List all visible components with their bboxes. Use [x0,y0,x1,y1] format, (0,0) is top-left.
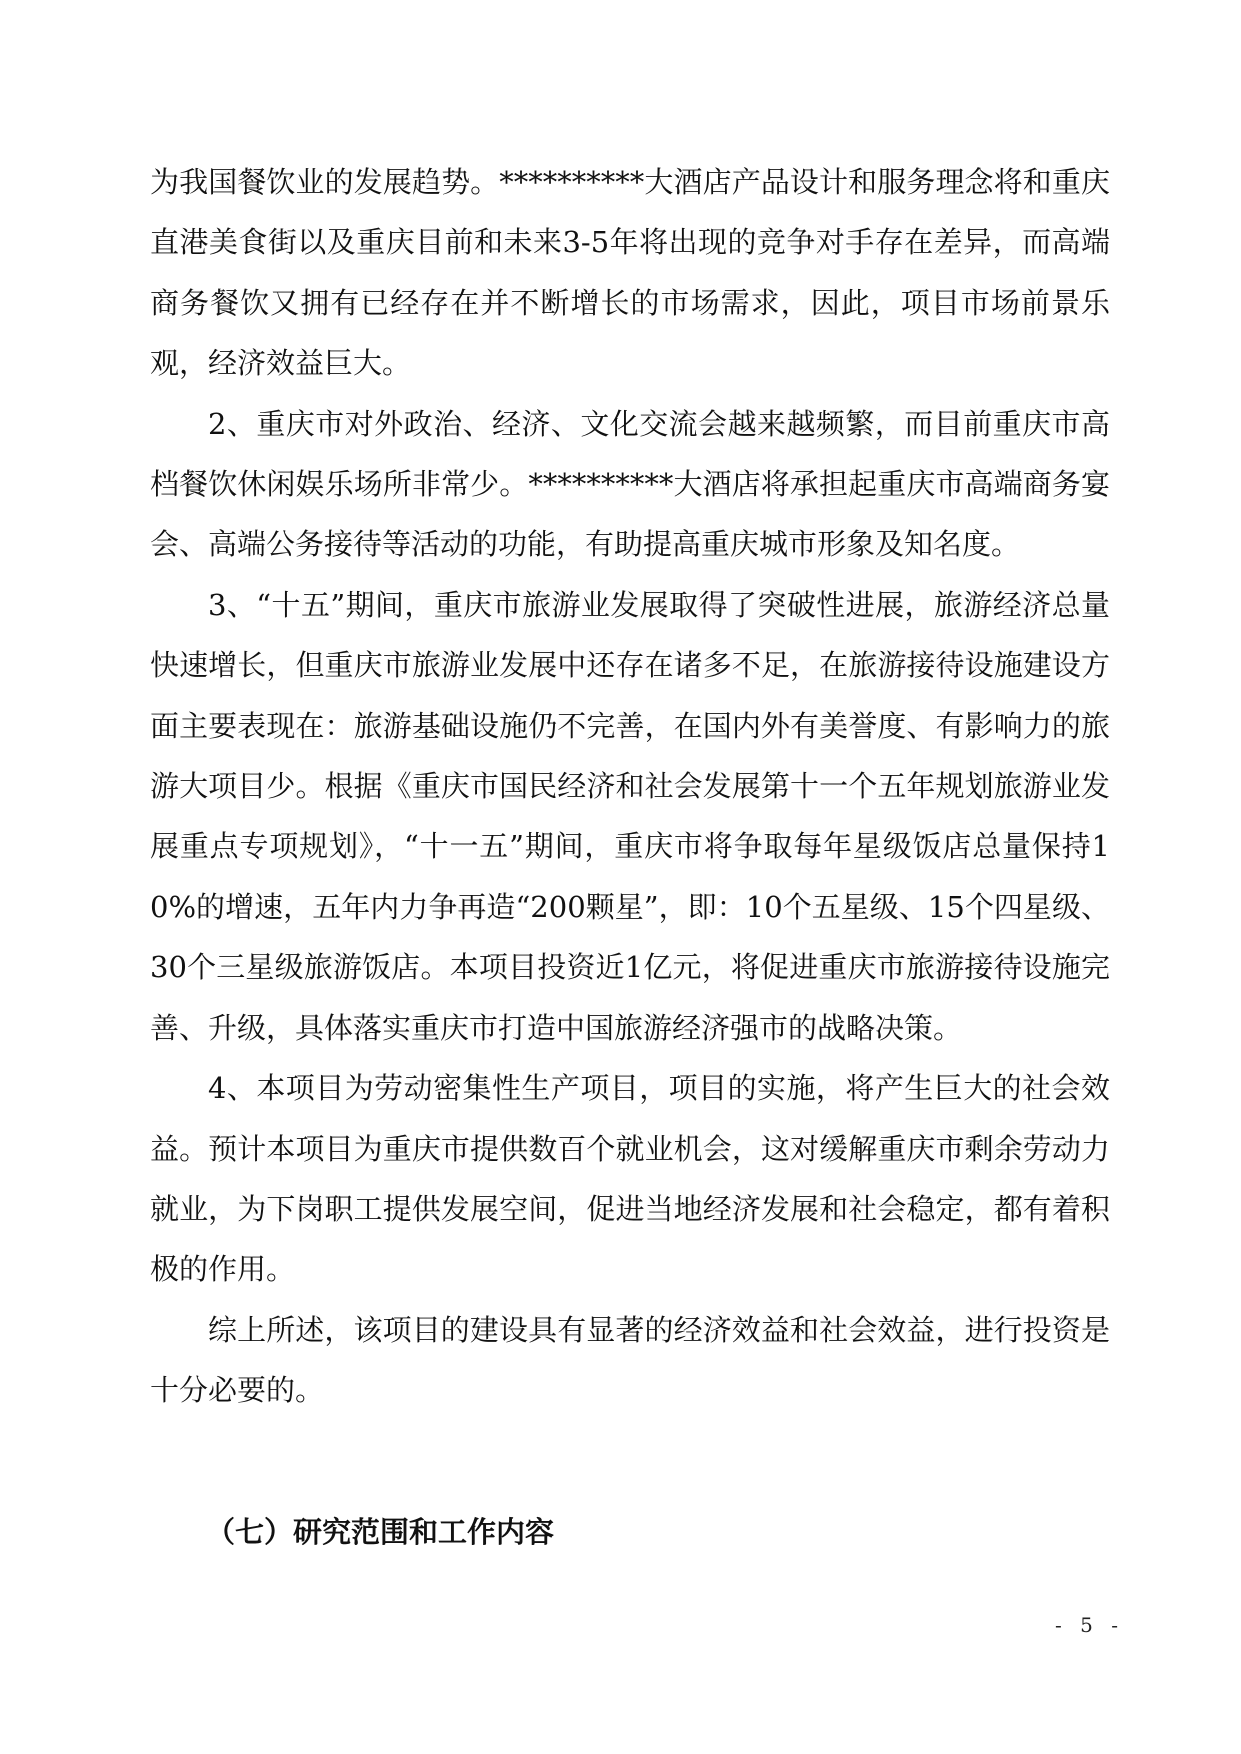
page-body [150,152,1110,1421]
paragraph-market-outlook: 为我国餐饮业的发展趋势。**********大酒店产品设计和服务理念将和重庆直港美食街以及重庆目前和未来3-5年将出现的竞争对手存在差异，而高端商务餐饮又拥有已经存在并不断增长的市场需求，因此，项目市场前景乐观，经济效益巨大。 [150,165,1110,381]
paragraph-conclusion: 综上所述，该项目的建设具有显著的经济效益和社会效益，进行投资是十分必要的。 [150,1312,1110,1408]
section-heading: （七）研究范围和工作内容 [206,1515,555,1549]
paragraph-tourism-development: 3、“十五”期间，重庆市旅游业发展取得了突破性进展，旅游经济总量快速增长，但重庆市旅游业发展中还存在诸多不足，在旅游接待设施建设方面主要表现在：旅游基础设施仍不完善，在国内外有美誉度、有影响力的旅游大项目少。根据《重庆市国民经济和社会发展第十一个五年规划旅游业发展重点专项规划》，“十一五”期间，重庆市将争取每年星级饭店总量保持10%的增速，五年内力争再造“200颗星”，即：10个五星级、15个四星级、30个三星级旅游饭店。本项目投资近1亿元，将促进重庆市旅游接待设施完善、升级，具体落实重庆市打造中国旅游经济强市的战略决策。 [150,587,1110,1045]
paragraph-social-benefit: 4、本项目为劳动密集性生产项目，项目的实施，将产生巨大的社会效益。预计本项目为重庆市提供数百个就业机会，这对缓解重庆市剩余劳动力就业，为下岗职工提供发展空间，促进当地经济发展和社会稳定，都有着积极的作用。 [150,1071,1110,1287]
page-number: - 5 - [1055,1613,1124,1637]
paragraph-exchange-frequency: 2、重庆市对外政治、经济、文化交流会越来越频繁，而目前重庆市高档餐饮休闲娱乐场所非常少。**********大酒店将承担起重庆市高端商务宴会、高端公务接待等活动的功能，有助提高重庆城市形象及知名度。 [150,406,1110,562]
